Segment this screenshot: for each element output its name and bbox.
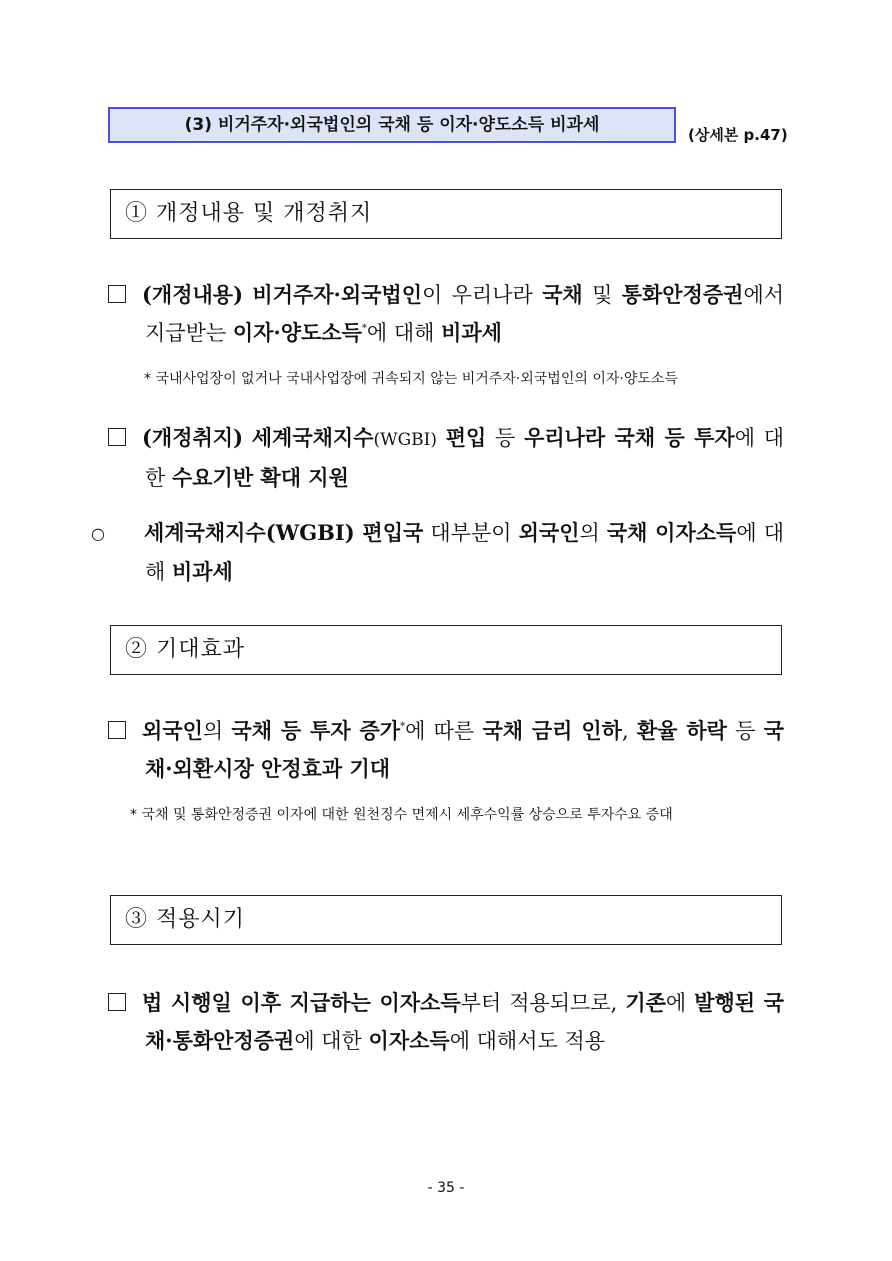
checkbox-bullet-icon [108,993,126,1011]
text-strong: 국채 [542,282,583,307]
text-strong: 세계국채지수 [251,425,374,450]
detail-reference: (상세본 p.47) [688,126,788,144]
text-strong: 국채 이자소득 [606,520,737,545]
text-strong: 국채 등 투자 증가 [231,718,401,743]
text: 에 대한 [294,1029,369,1053]
text-strong: 세계국채지수(WGBI) 편입국 [144,520,424,545]
text: 부터 적용되므로, [460,991,626,1015]
heading-amendment-content: ① 개정내용 및 개정취지 [110,189,782,239]
text-strong: 법 시행일 이후 지급하는 이자소득 [142,990,461,1015]
text: 에 대한 [145,426,785,490]
text: 에 대해서도 적용 [449,1029,606,1053]
text: 대부분이 [423,521,519,545]
text-strong: 이자·양도소득 [232,320,362,345]
text: 의 [202,719,232,743]
text: , [621,719,637,743]
text-strong: 외국인 [518,520,580,545]
text-strong: 우리나라 국채 등 투자 [524,425,735,450]
text-strong: 비거주자·외국법인 [252,282,422,307]
paragraph-wgbi-countries [91,514,784,591]
paragraph-expected-effect [108,712,784,788]
text: 이 우리나라 [422,283,543,307]
text: 및 [582,283,622,307]
text: 등 [726,719,764,743]
footnote-1: * 국내사업장이 없거나 국내사업장에 귀속되지 않는 비거주자·외국법인의 이자·양도소득 [144,371,678,387]
checkbox-bullet-icon [108,285,126,303]
text: 등 [486,426,525,450]
text-strong: 환율 하락 [636,718,727,743]
text-strong: 기존 [625,990,666,1015]
checkbox-bullet-icon [108,428,126,446]
text-strong: 비과세 [171,559,233,584]
paragraph-amendment-purpose [108,419,784,497]
text-strong: 비과세 [441,320,502,345]
text: 의 [579,521,607,545]
text: 에 대해 [366,321,442,345]
footnote-marker: * [361,323,367,334]
label-amendment: (개정내용) [142,282,244,307]
checkbox-bullet-icon [108,721,126,739]
footnote-marker: * [400,721,406,732]
section-title: (3) 비거주자·외국법인의 국채 등 이자·양도소득 비과세 [108,107,676,143]
text: 에서 지급받는 [145,283,785,345]
page-number: - 35 - [427,1180,465,1196]
text: 에 대해 [145,521,784,584]
text-strong: 통화안정증권 [621,282,744,307]
paragraph-effective-date [108,984,784,1060]
text: (WGBI) [373,430,438,450]
footnote-2 [130,802,786,828]
text-strong: 편입 [445,425,487,450]
text-strong: 국채·외환시장 안정효과 기대 [145,718,784,781]
circle-bullet-icon: ○ [91,524,105,543]
text-strong: 국채 금리 인하 [482,718,622,743]
heading-expected-effect: ② 기대효과 [110,625,782,675]
paragraph-amendment-content [108,276,784,352]
text-strong: 이자소득 [368,1028,450,1053]
text-strong: 발행된 국채·통화안정증권 [145,990,784,1053]
heading-effective-date: ③ 적용시기 [110,895,782,945]
text-strong: 수요기반 확대 지원 [171,465,349,490]
label-purpose: (개정취지) [142,425,244,450]
text-strong: 외국인 [142,718,203,743]
text: 에 [665,991,695,1015]
text: 에 따른 [405,719,483,743]
footnote-text: * 국채 및 통화안정증권 이자에 대한 원천징수 면제시 세후수익률 상승으로 투자수요 증대 [130,807,673,823]
